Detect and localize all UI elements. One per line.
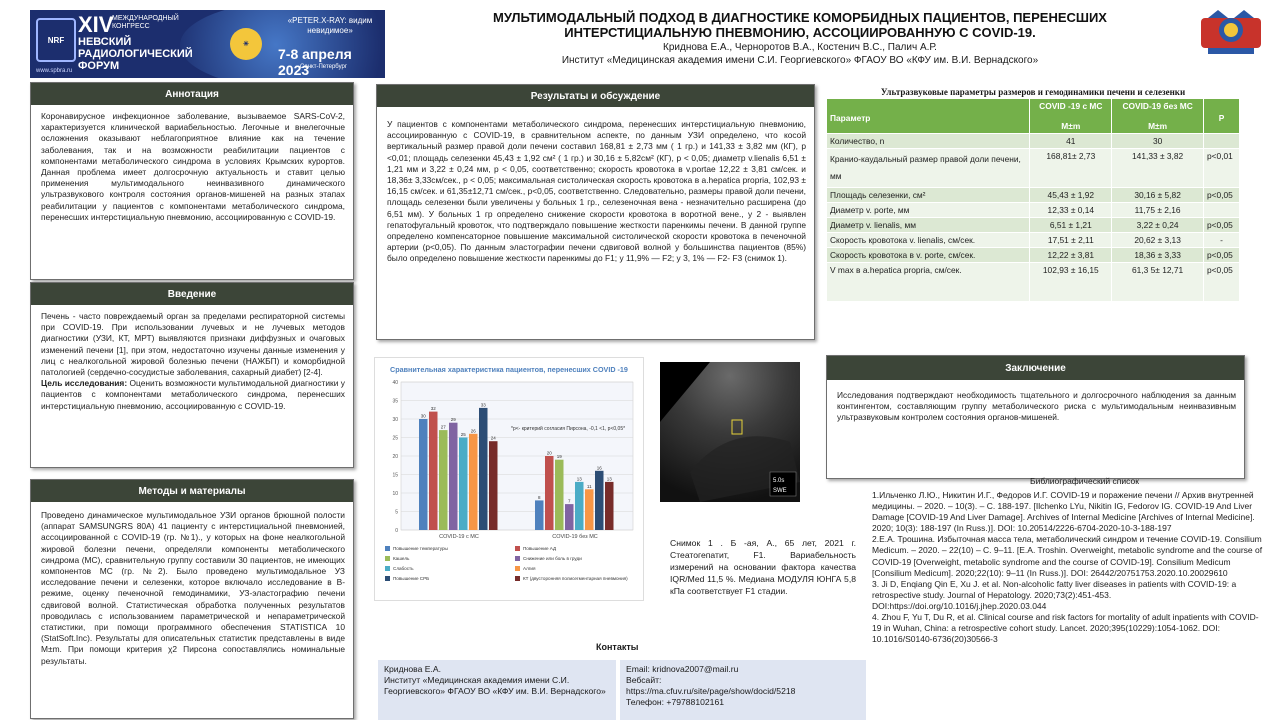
header-group2-label: COVID-19 без МС bbox=[1122, 101, 1193, 111]
cell-p: p<0,05 bbox=[1203, 263, 1239, 302]
chart-legend-label: Кашель bbox=[393, 556, 410, 561]
chart-bar bbox=[439, 430, 448, 530]
contacts-details bbox=[620, 660, 866, 720]
banner-congress-type: МЕЖДУНАРОДНЫЙ КОНГРЕСС bbox=[112, 15, 179, 30]
cell-group2: 18,36 ± 3,33 bbox=[1112, 248, 1204, 263]
reference-item: 1.Ильченко Л.Ю., Никитин И.Г., Федоров И.Г. COVID-19 и поражение печени // Архив внутренней медицины. – 2020. – 10(3). – С. 188-197. [Ilchenko LYu, Nikitin IG, Fedorov IG. COVID-19 And Liver Damage [COVID-19 And Liver Damage]. Archives of Internal Medicine [Archives of Internal Medicine]. 2020; 10(3): 188-197 (In Russ.)]. DOI: 10.20514/2226-6704-2020-10-3-188-197 bbox=[872, 490, 1255, 534]
banner-slogan: «PETER.X-RAY: видим невидимое» bbox=[287, 16, 373, 35]
chart-ytick-label: 35 bbox=[392, 398, 398, 405]
ultrasound-caption: Снимок 1 . Б -ая, А., 65 лет, 2021 г. Стеатогепатит, F1. Вариабельность измерений на основании фактора качества IQR/Med 11,5 %. Медиана МОДУЛЯ ЮНГА 5,8 кПа соответствует F1 стадии. bbox=[670, 538, 856, 596]
chart-legend-label: Повышение СРБ bbox=[393, 576, 430, 581]
chart-ytick-label: 40 bbox=[392, 380, 398, 386]
cell-param: Кранио-каудальный размер правой доли печени, мм bbox=[827, 149, 1030, 188]
banner-roman-number: XIV bbox=[78, 12, 114, 37]
annotation-section bbox=[30, 82, 354, 280]
comparison-chart bbox=[374, 357, 644, 601]
chart-bar bbox=[449, 423, 458, 530]
banner-city: Санкт-Петербург bbox=[300, 64, 348, 70]
conclusion-section bbox=[826, 355, 1245, 479]
chart-legend-swatch bbox=[515, 546, 520, 551]
introduction-section bbox=[30, 282, 354, 468]
chart-bar bbox=[565, 504, 574, 530]
table-row bbox=[827, 263, 1240, 302]
poster-title: МУЛЬТИМОДАЛЬНЫЙ ПОДХОД В ДИАГНОСТИКЕ КОМОРБИДНЫХ ПАЦИЕНТОВ, ПЕРЕНЕСШИХ ИНТЕРСТИЦИАЛЬНУЮ ПНЕВМОНИЮ, АССОЦИИРОВАННУЮ С COVID-19. bbox=[493, 10, 1107, 40]
chart-legend-swatch bbox=[515, 556, 520, 561]
poster-authors bbox=[420, 41, 1180, 67]
methods-text: Проведено динамическое мультимодальное УЗИ органов брюшной полости (аппарат SAMSUNGRS 80A) 41 пациенту с интерстициальной пневмонией, ассоциированной с COVID-19 (гр. №1)., у которых на фоне неалкогольной жировой болезни печени, определяли компоненты метаболического синдрома (МС), сравнительную группу составили 30 пациентов, не имеющих компонентов МС (гр. №2). Было проведено мультимодальное УЗ исследование печени и селезенки, которое включало исследование в В-режиме, оценку печеночной гемодинамики, УЗ-эластографию печени сдвиговой волной. Статистическая обработка полученных результатов проводилась с использованием параметрической и непараметрической статистики, при помощи программного обеспечения STATISTICA 10 (StatSoft.Inc). Результаты для описательных статистик представлены в виде M±m. При помощи критерия χ2 Пирсона сопоставлялись номинальные результаты. bbox=[41, 510, 345, 666]
banner-dates: 7-8 апреля 2023 bbox=[278, 46, 352, 78]
header-param: Параметр bbox=[827, 99, 1030, 134]
cell-group2: 3,22 ± 0,24 bbox=[1112, 218, 1204, 233]
contact-phone: Телефон: +79788102161 bbox=[626, 697, 725, 707]
chart-data-label: 27 bbox=[440, 424, 446, 430]
author-list: Криднова Е.А., Черноротов В.А., Костенич В.С., Палич А.Р. bbox=[663, 42, 937, 53]
ultrasound-image bbox=[660, 362, 800, 502]
table-row bbox=[827, 203, 1240, 218]
cell-param: Диаметр v. porte, мм bbox=[827, 203, 1030, 218]
chart-legend-label: Алгия bbox=[523, 566, 536, 571]
banner-website: www.spbra.ru bbox=[36, 68, 73, 74]
congress-banner bbox=[30, 10, 385, 78]
chart-legend-label: Повышение температуры bbox=[393, 546, 448, 551]
table-caption: Ультразвуковые параметры размеров и гемодинамики печени и селезенки bbox=[880, 87, 1186, 97]
results-text: У пациентов с компонентами метаболического синдрома, перенесших интерстициальную пневмонию, ассоциированную с COVID-19, в сравнительном аспекте, по данным УЗИ определено, что косой вертикальный размер правой доли печени составил 168,81 ± 2,73 мм ( 1 гр.) и 141,33 ± 3,82 мм (КГ), p <0,01; площадь селезенки 45,43 ± 1,92 см² ( 1 гр.) и 30,16 ± 5,82см² (КГ), p < 0,05; диаметр v.lienalis 6,51 ± 1,21 мм и 3,22 ± 0,24 мм, p < 0,05, соответственно; скорость кровотока в v.portae 12,22 ± 3,81 см/сек. и 18,36± 3,33см/сек., p < 0,05; максимальная систолическая скорость кровотока в a.hepatica propria, 102,93 ± 16,15 см/сек. и 61,35±12,71 см/сек., p<0,05, соответственно. Следовательно, размеры правой доли печени, площадь селезенки были увеличены у больных 1 гр., селезеночная вена - незначительно расширена (до 6,51 мм). У больных 1 гр определено снижение скорости кровотока в воротной вене., у 2 - выявлен гепатофугальный кровоток, что подтверждало повышение жесткости паренкимы печени. В данной группе определено компенсаторное повышение максимальной систолической скорости кровотока в печеночной артерии (p<0,05). По данным эластографии печени сдвиговой волной у большинства пациентов (85%) было определено повышение жесткости паренкимы до F1; у 11,9% — F2; у 3, 1% — F2- F3 (снимок 1). bbox=[387, 119, 806, 264]
chart-bar bbox=[605, 482, 614, 530]
cell-group1: 168,81± 2,73 bbox=[1030, 149, 1112, 188]
cell-param: Площадь селезенки, см² bbox=[827, 188, 1030, 203]
annotation-heading: Аннотация bbox=[31, 83, 353, 105]
cell-group1: 12,33 ± 0,14 bbox=[1030, 203, 1112, 218]
chart-data-label: 30 bbox=[420, 413, 426, 419]
cell-group1: 6,51 ± 1,21 bbox=[1030, 218, 1112, 233]
chart-legend-label: КТ (двусторонняя полисегментарная пневмония) bbox=[523, 576, 628, 581]
introduction-heading: Введение bbox=[31, 283, 353, 305]
cell-p: p<0,01 bbox=[1203, 149, 1239, 188]
ultrasound-label-side: SWE bbox=[773, 488, 787, 494]
chart-legend-swatch bbox=[385, 556, 390, 561]
chart-data-label: 11 bbox=[586, 483, 592, 489]
conclusion-text: Исследования подтверждают необходимость тщательного и долгосрочного наблюдения за данным контингентом, составляющим группу метаболического риска с мультимодальным неинвазивным ультразвуковым контролем состояния органов-мишеней. bbox=[837, 390, 1236, 423]
cell-group2: 61,3 5± 12,71 bbox=[1112, 263, 1204, 302]
chart-data-label: 20 bbox=[546, 450, 552, 456]
chart-bar bbox=[459, 438, 468, 531]
chart-data-label: 25 bbox=[460, 432, 466, 437]
nrf-logo: NRF bbox=[36, 18, 76, 62]
introduction-text: Печень - часто повреждаемый орган за пределами респираторной системы при COVID-19. При использовании лучевых и не лучевых методов диагностики (УЗИ, КТ, МРТ) выявляются признаки диффузных и очаговых изменений печени [1], при этом, недостаточно изучены данные изменения у лиц с неалкогольной жировой болезнью печени (НАЖБП) и коморбидной патологией (сердечно-сосудистые заболевания, сахарный диабет) [2-4]. bbox=[41, 311, 345, 378]
cell-param: Скорость кровотока v. lienalis, см/сек. bbox=[827, 233, 1030, 248]
table-header-row bbox=[827, 99, 1240, 134]
reference-item: 3. Ji D, Enqiang Qin E, Xu J. et al. Non-alcoholic fatty liver diseases in patients with COVID-19: a retrospective study. Journal of Hepatology. 2020;73(2):451-453. DOI:https://doi.org/10.1016/j.jhep.2020.03.044 bbox=[872, 578, 1237, 611]
cell-group2: 30 bbox=[1112, 134, 1204, 149]
chart-legend-swatch bbox=[385, 566, 390, 571]
header-group1-label: COVID -19 с МС bbox=[1039, 101, 1103, 111]
chart-title: Сравнительная характеристика пациентов, перенесших COVID -19 bbox=[390, 365, 628, 374]
chart-legend bbox=[385, 546, 628, 581]
chart-data-label: 13 bbox=[576, 476, 582, 482]
cell-param: Диаметр v. lienalis, мм bbox=[827, 218, 1030, 233]
cell-p: p<0,05 bbox=[1203, 248, 1239, 263]
reference-item: 2.Е.А. Трошина. Избыточная масса тела, метаболический синдром и течение COVID-19. Consilium Medicum. – 2020. – 22(10) – С. 9–11. [E.A. Troshin. Overweight, metabolic syndrome and the course of COVID-19 [Overweight, metabolic syndrome and the course of COVID-19]. Consilium Medicum [Consilium Medicum]. 2020;22(10): 9–11 (In Russ.)]. DOI: 26442/20751753.2020.10.20029610 bbox=[872, 534, 1263, 578]
chart-data-label: 24 bbox=[490, 435, 496, 441]
chart-legend-swatch bbox=[385, 546, 390, 551]
table-row bbox=[827, 233, 1240, 248]
cell-p bbox=[1203, 203, 1239, 218]
banner-mascot-icon: ☀ bbox=[230, 28, 262, 60]
annotation-text: Коронавирусное инфекционное заболевание, вызываемое SARS-CoV-2, характеризуется клинической вариабельностью. Легочные и внелегочные осложнения оказывают неблагоприятное влияние как на течение заболевания, так и на возможности реабилитации пациентов с компонентами метаболического синдрома в условиях Крымских курортов. Данная проблема имеет долгосрочную актуальность и ставит целью применения мультимодального неинвазивного динамического ультразвукового контроля состояния органов-мишеней на разных этапах реабилитации у пациентов с компонентами метаболического синдрома, перенесших интерстициальную пневмонию, ассоциированную с COVID-19. bbox=[41, 111, 345, 222]
chart-bar bbox=[535, 500, 544, 530]
chart-bar bbox=[595, 471, 604, 530]
chart-ytick-label: 20 bbox=[392, 454, 398, 460]
header-group2-mm: M±m bbox=[1148, 121, 1168, 131]
chart-svg bbox=[375, 358, 643, 600]
banner-forum-title: НЕВСКИЙ РАДИОЛОГИЧЕСКИЙ ФОРУМ bbox=[78, 36, 193, 72]
introduction-body bbox=[41, 311, 345, 412]
chart-bar bbox=[575, 482, 584, 530]
chart-data-label: 13 bbox=[606, 476, 612, 482]
cell-group2: 141,33 ± 3,82 bbox=[1112, 149, 1204, 188]
chart-annotation: *p<- критерий согласия Пирсона, -0,1 <1, p<0,05* bbox=[511, 426, 626, 432]
chart-ytick-label: 0 bbox=[395, 528, 398, 534]
chart-bar bbox=[469, 434, 478, 530]
cell-p: p<0,05 bbox=[1203, 188, 1239, 203]
reference-item: 4. Zhou F, Yu T, Du R, et al. Clinical course and risk factors for mortality of adult inpatients with COVID-19 in Wuhan, China: a retrospective cohort study. Lancet. 2020;395(10229):1054-1062. DOI: 10.1016/S0140-6736(20)30566-3 bbox=[872, 612, 1259, 645]
cell-param: Скорость кровотока в v. porte, см/сек. bbox=[827, 248, 1030, 263]
contacts-author bbox=[378, 660, 616, 720]
chart-legend-swatch bbox=[515, 566, 520, 571]
chart-legend-label: Слабость bbox=[393, 566, 414, 571]
chart-bar bbox=[489, 441, 498, 530]
cell-p: p<0,05 bbox=[1203, 218, 1239, 233]
chart-bar bbox=[429, 412, 438, 530]
chart-ytick-label: 5 bbox=[395, 509, 398, 516]
cell-group1: 102,93 ± 16,15 bbox=[1030, 263, 1112, 302]
ultrasound-label-top: 5.0s bbox=[773, 478, 785, 484]
references-heading: Библиографический список bbox=[1030, 476, 1139, 486]
contact-email[interactable]: Email: kridnova2007@mail.ru bbox=[626, 664, 739, 674]
methods-section bbox=[30, 479, 354, 719]
chart-ytick-label: 30 bbox=[392, 417, 398, 423]
contact-website-link[interactable]: https://ma.cfuv.ru/site/page/show/docid/5218 bbox=[626, 686, 796, 696]
cell-param: Количество, n bbox=[827, 134, 1030, 149]
cell-p bbox=[1203, 134, 1239, 149]
chart-bar bbox=[479, 408, 488, 530]
chart-bar bbox=[419, 419, 428, 530]
ultrasound-parameters-table bbox=[826, 98, 1240, 302]
table-row bbox=[827, 248, 1240, 263]
chart-data-label: 26 bbox=[470, 428, 476, 434]
header-p: P bbox=[1203, 99, 1239, 134]
chart-ytick-label: 25 bbox=[392, 435, 398, 442]
aim-text: Оценить возможности мультимодальной диагностики у пациентов с компонентами метаболического синдрома, перенесших интерстициальную пневмонию, ассоциированную с COVID-19. bbox=[41, 378, 345, 411]
header-group2 bbox=[1112, 99, 1204, 134]
contact-org: Институт «Медицинская академия имени С.И. Георгиевского» ФГАОУ ВО «КФУ им. В.И. Вернадского» bbox=[384, 675, 606, 696]
university-crest-icon bbox=[1198, 8, 1264, 58]
methods-heading: Методы и материалы bbox=[31, 480, 353, 502]
table-row bbox=[827, 134, 1240, 149]
table-row bbox=[827, 218, 1240, 233]
results-section bbox=[376, 84, 815, 340]
cell-p: - bbox=[1203, 233, 1239, 248]
cell-group1: 17,51 ± 2,11 bbox=[1030, 233, 1112, 248]
chart-data-label: 32 bbox=[430, 406, 436, 412]
cell-group1: 41 bbox=[1030, 134, 1112, 149]
contact-name: Криднова Е.А. bbox=[384, 664, 442, 674]
header-group1 bbox=[1030, 99, 1112, 134]
chart-legend-swatch bbox=[385, 576, 390, 581]
chart-data-label: 29 bbox=[450, 417, 456, 423]
chart-ytick-label: 15 bbox=[392, 472, 398, 479]
contacts-heading: Контакты bbox=[596, 642, 639, 652]
cell-group2: 20,62 ± 3,13 bbox=[1112, 233, 1204, 248]
chart-legend-swatch bbox=[515, 576, 520, 581]
ultrasound-scan bbox=[660, 362, 800, 502]
chart-category-label: COVID-19 без МС bbox=[552, 534, 598, 540]
institute-name: Институт «Медицинская академия имени С.И. Георгиевского» ФГАОУ ВО «КФУ им. В.И. Вернадского» bbox=[561, 55, 1039, 66]
chart-data-label: 33 bbox=[480, 402, 486, 408]
chart-data-label: 7 bbox=[567, 498, 571, 504]
chart-data-label: 16 bbox=[596, 465, 602, 471]
table-row bbox=[827, 188, 1240, 203]
chart-legend-label: Снижение или боль в груди bbox=[523, 556, 582, 561]
cell-group1: 12,22 ± 3,81 bbox=[1030, 248, 1112, 263]
chart-data-label: 19 bbox=[556, 454, 562, 460]
chart-bar bbox=[585, 489, 594, 530]
contact-website-label: Вебсайт: bbox=[626, 675, 662, 685]
conclusion-heading: Заключение bbox=[827, 356, 1244, 380]
chart-data-label: 8 bbox=[537, 494, 541, 500]
references-list bbox=[872, 490, 1264, 645]
aim-label: Цель исследования: bbox=[41, 378, 128, 389]
header-group1-mm: M±m bbox=[1061, 121, 1081, 131]
cell-group1: 45,43 ± 1,92 bbox=[1030, 188, 1112, 203]
chart-ytick-label: 10 bbox=[392, 491, 398, 497]
results-heading: Результаты и обсуждение bbox=[377, 85, 814, 107]
chart-bar bbox=[545, 456, 554, 530]
cell-group2: 30,16 ± 5,82 bbox=[1112, 188, 1204, 203]
cell-group2: 11,75 ± 2,16 bbox=[1112, 203, 1204, 218]
chart-legend-label: Повышение АД bbox=[523, 546, 557, 551]
chart-bar bbox=[555, 460, 564, 530]
cell-param: V max в a.hepatica propria, см/сек. bbox=[827, 263, 1030, 302]
chart-category-label: COVID-19 с МС bbox=[439, 534, 479, 540]
table-row bbox=[827, 149, 1240, 188]
